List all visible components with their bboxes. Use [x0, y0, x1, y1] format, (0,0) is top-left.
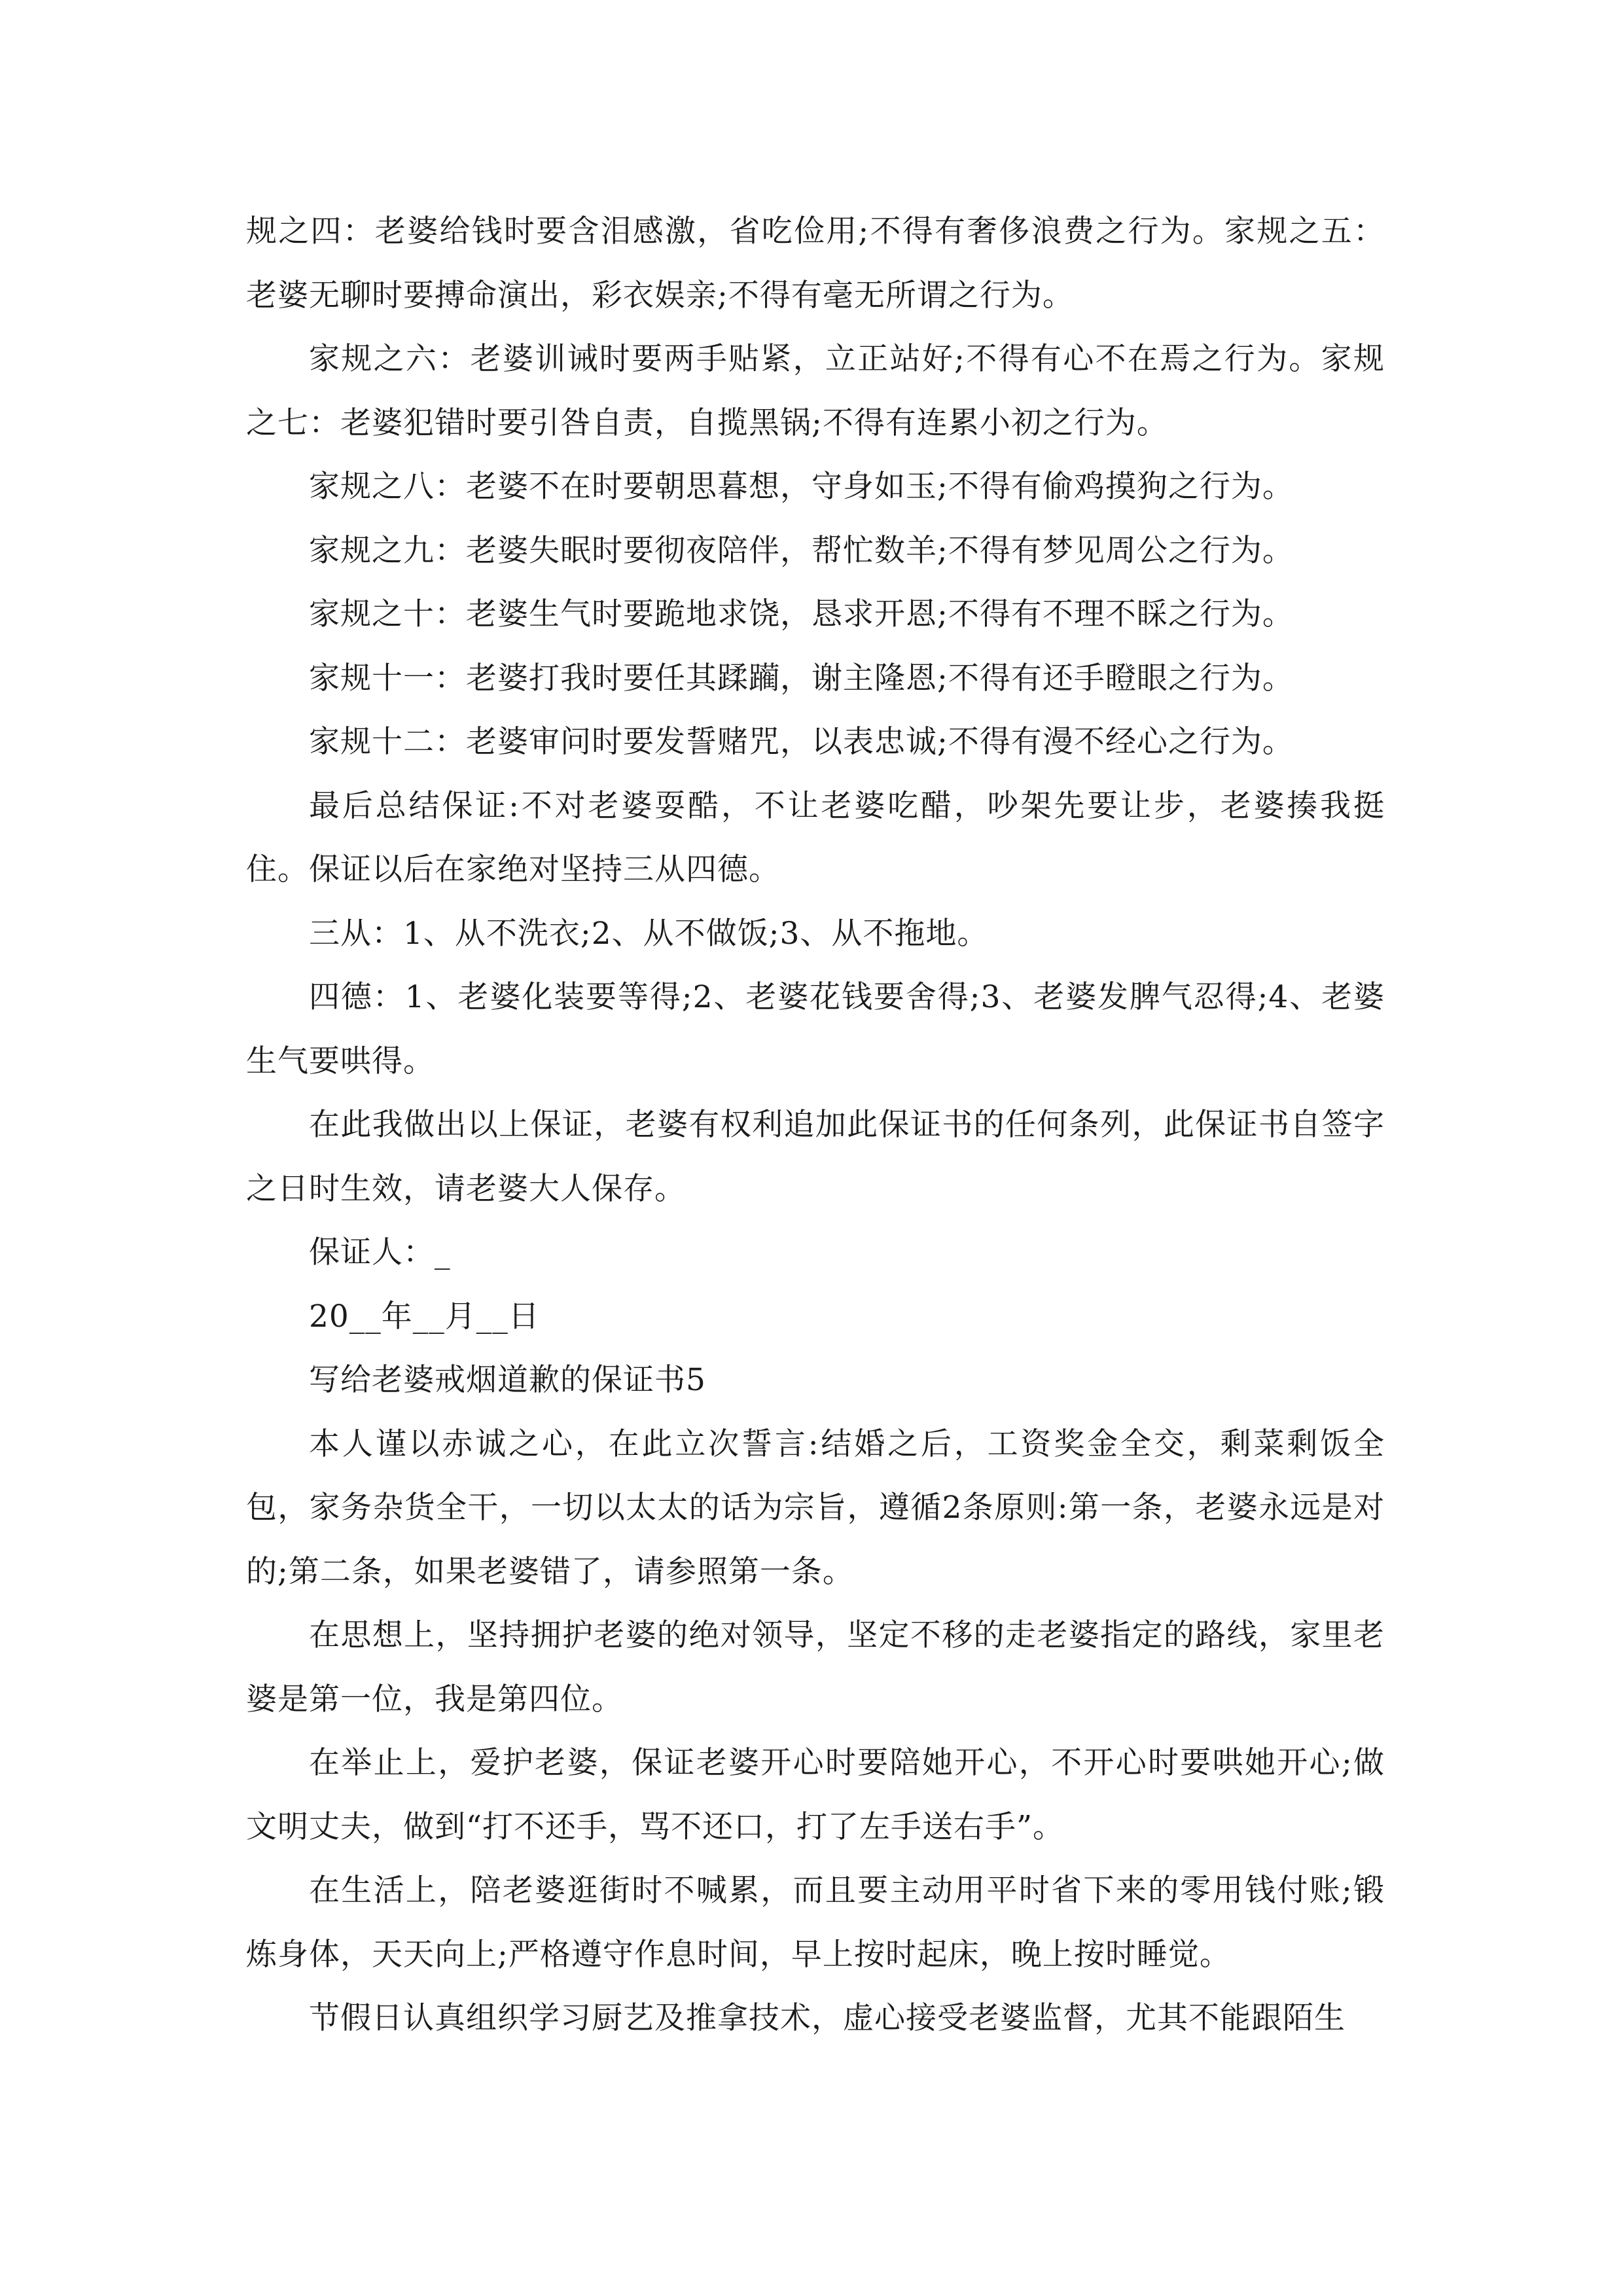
paragraph-house-rules-6-7: 家规之六：老婆训诫时要两手贴紧，立正站好;不得有心不在焉之行为。家规之七：老婆犯错时要引咎自责，自揽黑锅;不得有连累小初之行为。	[246, 341, 1385, 441]
section-title: 写给老婆戒烟道歉的保证书5	[309, 1362, 706, 1398]
paragraph-four-virtues: 四德：1、老婆化装要等得;2、老婆花钱要舍得;3、老婆发脾气忍得;4、老婆生气要哄得。	[246, 979, 1385, 1079]
paragraph-holidays: 节假日认真组织学习厨艺及推拿技术，虚心接受老婆监督，尤其不能跟陌生	[309, 2000, 1346, 2036]
paragraph-house-rule-12: 家规十二：老婆审问时要发誓赌咒，以表忠诚;不得有漫不经心之行为。	[309, 724, 1294, 760]
paragraph-thought: 在思想上，坚持拥护老婆的绝对领导，坚定不移的走老婆指定的路线，家里老婆是第一位，我是第四位。	[246, 1617, 1385, 1717]
paragraph-life: 在生活上，陪老婆逛街时不喊累，而且要主动用平时省下来的零用钱付账;锻炼身体，天天向上;严格遵守作息时间，早上按时起床，晚上按时睡觉。	[246, 1873, 1385, 1973]
paragraph-house-rule-8: 家规之八：老婆不在时要朝思暮想，守身如玉;不得有偷鸡摸狗之行为。	[309, 469, 1294, 505]
paragraph-house-rules-4-5: 规之四：老婆给钱时要含泪感激，省吃俭用;不得有奢侈浪费之行为。家规之五：老婆无聊时要搏命演出，彩衣娱亲;不得有毫无所谓之行为。	[246, 213, 1385, 314]
paragraph-three-obediences: 三从：1、从不洗衣;2、从不做饭;3、从不拖地。	[309, 915, 989, 952]
paragraph-guarantee-statement: 在此我做出以上保证，老婆有权利追加此保证书的任何条列，此保证书自签字之日时生效，请老婆大人保存。	[246, 1107, 1385, 1207]
paragraph-oath: 本人谨以赤诚之心，在此立次誓言:结婚之后，工资奖金全交，剩菜剩饭全包，家务杂货全干，一切以太太的话为宗旨，遵循2条原则:第一条，老婆永远是对的;第二条，如果老婆错了，请参照第一条。	[246, 1426, 1385, 1590]
paragraph-house-rule-11: 家规十一：老婆打我时要任其蹂躏，谢主隆恩;不得有还手瞪眼之行为。	[309, 660, 1294, 696]
paragraph-house-rule-10: 家规之十：老婆生气时要跪地求饶，恳求开恩;不得有不理不睬之行为。	[309, 596, 1294, 632]
document-body	[246, 200, 1385, 2051]
paragraph-final-summary: 最后总结保证:不对老婆耍酷，不让老婆吃醋，吵架先要让步，老婆揍我挺住。保证以后在家绝对坚持三从四德。	[246, 787, 1385, 888]
guarantor-line: 保证人：_	[309, 1234, 451, 1270]
date-line: 20__年__月__日	[309, 1298, 540, 1335]
paragraph-house-rule-9: 家规之九：老婆失眠时要彻夜陪伴，帮忙数羊;不得有梦见周公之行为。	[309, 532, 1294, 569]
paragraph-behavior: 在举止上，爱护老婆，保证老婆开心时要陪她开心，不开心时要哄她开心;做文明丈夫，做到“打不还手，骂不还口，打了左手送右手”。	[246, 1745, 1385, 1845]
